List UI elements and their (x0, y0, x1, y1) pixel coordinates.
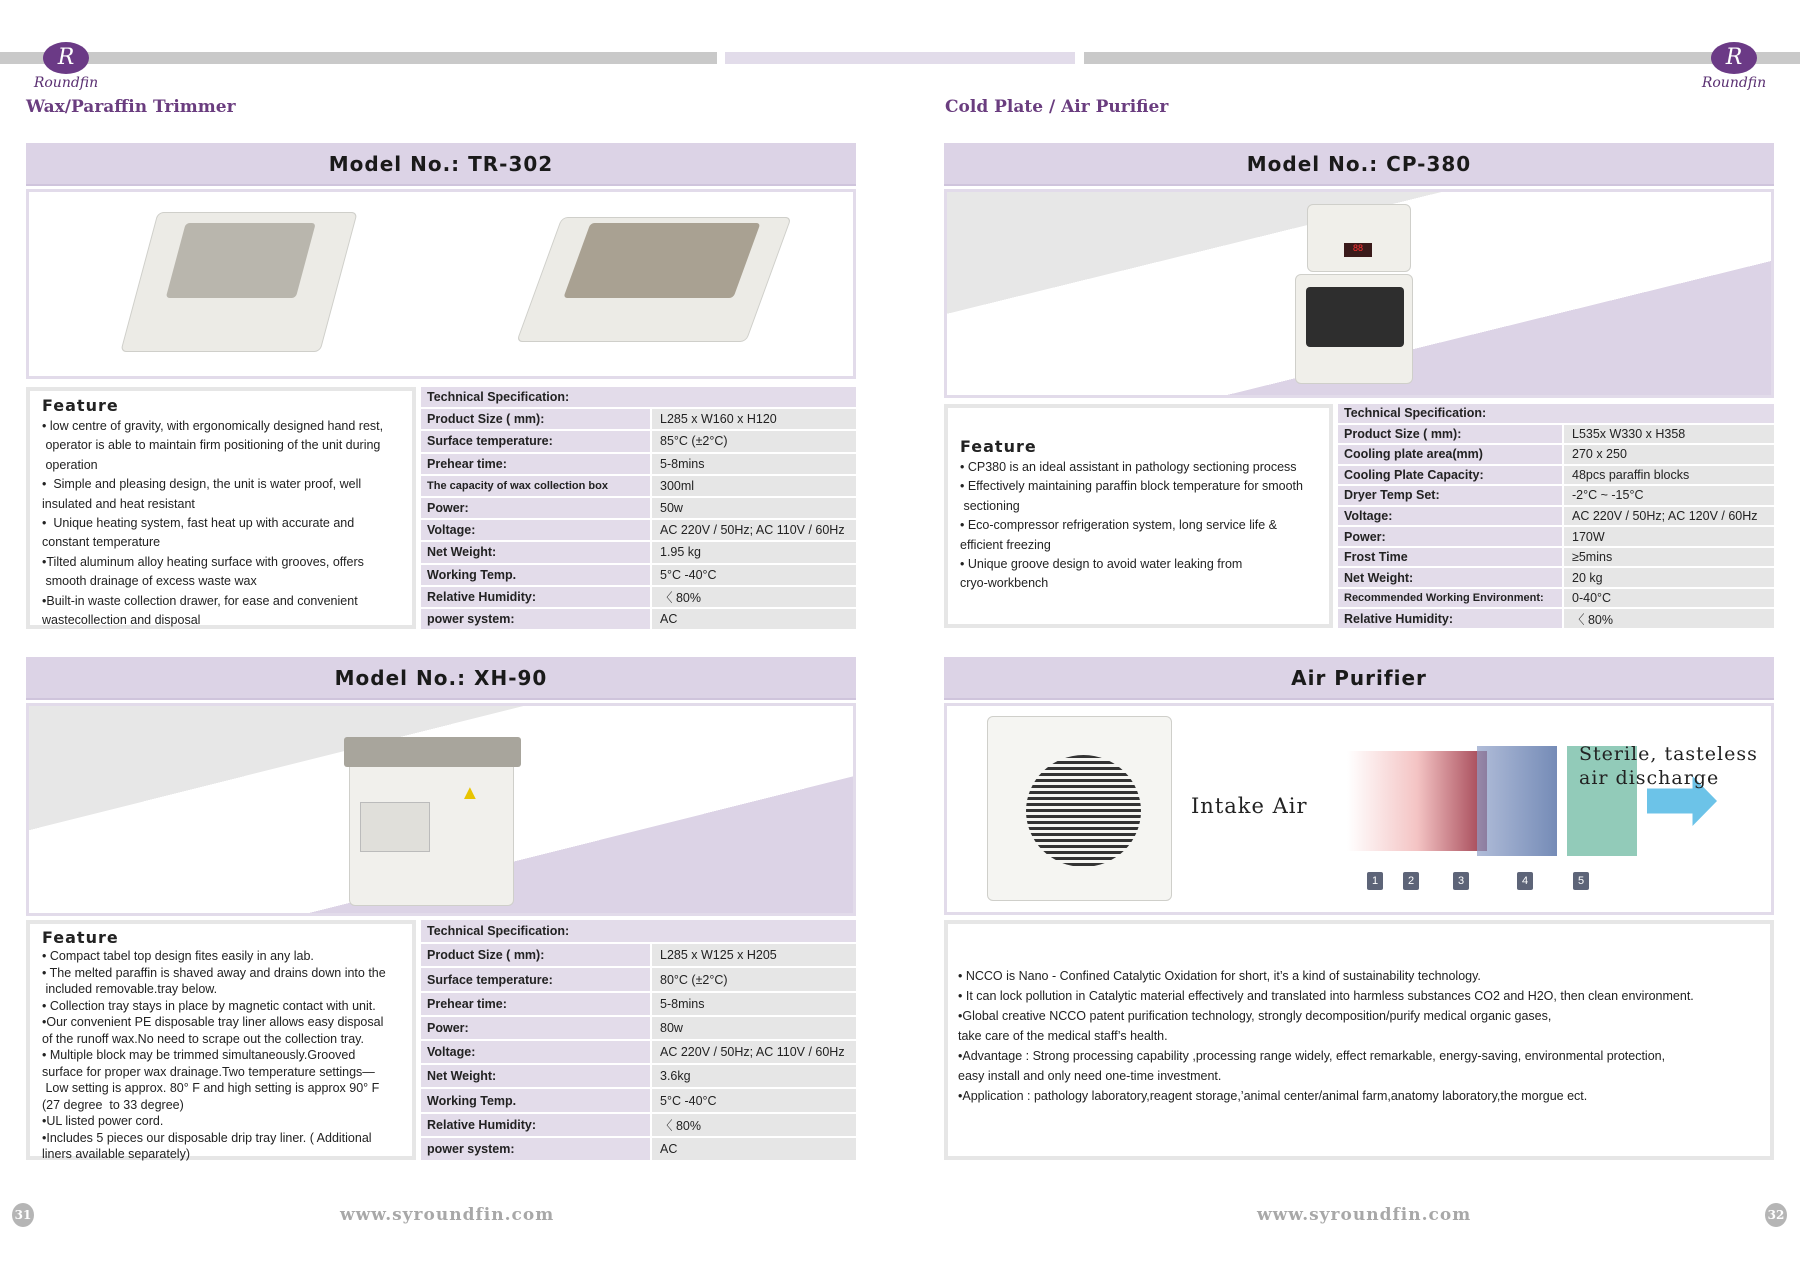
feature-line: of the runoff wax.No need to scrape out the collection tray. (42, 1031, 364, 1046)
section-title-left: Wax/Paraffin Trimmer (26, 97, 236, 117)
spec-value: AC 220V / 50Hz; AC 120V / 60Hz (1564, 507, 1774, 526)
spec-label: Voltage: (1338, 507, 1562, 526)
spec-value: 80w (652, 1017, 856, 1039)
spec-value: AC (652, 1138, 856, 1160)
filter-steps (1367, 872, 1627, 892)
spec-value: AC (652, 609, 856, 629)
spec-value: 〈 80% (1564, 609, 1774, 628)
spec-value: 48pcs paraffin blocks (1564, 466, 1774, 485)
spec-row (421, 968, 856, 990)
logo-left (26, 42, 106, 91)
spec-label: Net Weight: (421, 1065, 650, 1087)
filter-diagram (1347, 751, 1487, 851)
feature-box-xh90 (26, 920, 416, 1160)
header-bar-left (0, 52, 717, 64)
feature-line: (27 degree to 33 degree) (42, 1097, 184, 1112)
product-image-tr302 (26, 189, 856, 379)
spec-row (421, 431, 856, 451)
feature-line: operator is able to maintain firm positioning of the unit during (42, 438, 381, 453)
spec-label: Surface temperature: (421, 431, 650, 451)
feature-line: take care of the medical staff’s health. (958, 1029, 1168, 1043)
feature-list (42, 417, 400, 630)
spec-label: Relative Humidity: (1338, 609, 1562, 628)
feature-line: constant temperature (42, 535, 161, 550)
page-number-left: 31 (12, 1203, 34, 1227)
logo-mark: R (43, 42, 89, 74)
feature-line: •UL listed power cord. (42, 1114, 164, 1128)
spec-value: 5-8mins (652, 993, 856, 1015)
spec-label: Relative Humidity: (421, 587, 650, 607)
spec-row (421, 542, 856, 562)
page-number-right: 32 (1765, 1203, 1787, 1227)
spec-value: AC 220V / 50Hz; AC 110V / 60Hz (652, 1041, 856, 1063)
feature-line: • It can lock pollution in Catalytic material effectively and translated into harmless substances CO2 and H2O, then clean environment. (958, 989, 1694, 1003)
spec-value: 5°C -40°C (652, 1089, 856, 1111)
spec-row (421, 520, 856, 540)
footer-url-left[interactable]: www.syroundfin.com (340, 1205, 555, 1225)
air-purifier-device-image (987, 716, 1172, 901)
feature-title: Feature (42, 396, 119, 415)
spec-value: 5-8mins (652, 454, 856, 474)
model-header-cp380: Model No.: CP-380 (944, 143, 1774, 186)
header-bar-center (725, 52, 1075, 64)
cold-plate-device-image (1307, 204, 1411, 272)
feature-box-cp380 (944, 404, 1333, 628)
spec-row (421, 993, 856, 1015)
feature-line: •Built-in waste collection drawer, for ease and convenient (42, 593, 358, 608)
spec-row (1338, 527, 1774, 546)
spec-row (1338, 589, 1774, 608)
cooling-plate (1306, 287, 1404, 347)
feature-line: surface for proper wax drainage.Two temperature settings— (42, 1064, 375, 1079)
spec-row (421, 609, 856, 629)
feature-line: liners available separately) (42, 1147, 190, 1161)
trimmer-device-image (516, 217, 791, 342)
heating-plate (344, 737, 521, 767)
spec-value: 270 x 250 (1564, 445, 1774, 464)
trimmer-device-image (349, 756, 514, 906)
product-image-cp380 (944, 189, 1774, 398)
feature-line: •Application : pathology laboratory,reagent storage,’animal center/animal farm,anatomy laboratory,the morgue ect. (958, 1089, 1588, 1103)
filter-step-badge: 4 (1517, 872, 1533, 890)
spec-label: Voltage: (421, 520, 650, 540)
filter-step-badge: 3 (1453, 872, 1469, 890)
spec-value: 50w (652, 498, 856, 518)
spec-row (421, 1041, 856, 1063)
spec-table-tr302 (421, 387, 856, 629)
feature-line: •Tilted aluminum alloy heating surface with grooves, offers (42, 554, 364, 569)
feature-line: • Simple and pleasing design, the unit is water proof, well (42, 477, 362, 492)
spec-label: power system: (421, 1138, 650, 1160)
spec-value: 0-40°C (1564, 589, 1774, 608)
feature-line: operation (42, 457, 98, 472)
footer-url-right[interactable]: www.syroundfin.com (1257, 1205, 1472, 1225)
discharge-label (1579, 742, 1758, 790)
spec-row (1338, 568, 1774, 587)
spec-table-cp380 (1338, 404, 1774, 628)
spec-row (421, 454, 856, 474)
section-title-right: Cold Plate / Air Purifier (945, 97, 1169, 117)
feature-line: efficient freezing (960, 537, 1051, 552)
spec-label: Prehear time: (421, 993, 650, 1015)
spec-value: L285 x W160 x H120 (652, 409, 856, 429)
spec-row (421, 565, 856, 585)
spec-label: Product Size ( mm): (421, 409, 650, 429)
spec-value: 3.6kg (652, 1065, 856, 1087)
spec-header-row (421, 387, 856, 407)
spec-label: Product Size ( mm): (421, 944, 650, 966)
heating-plate (563, 223, 760, 298)
product-image-xh90 (26, 703, 856, 916)
warning-icon: ▲ (460, 782, 480, 804)
spec-row (1338, 507, 1774, 526)
header-bar-right (1084, 52, 1800, 64)
feature-line: sectioning (960, 498, 1020, 513)
spec-value: 170W (1564, 527, 1774, 546)
feature-line: Low setting is approx. 80° F and high setting is approx 90° F (42, 1081, 380, 1095)
logo-name: Roundfin (33, 75, 99, 91)
spec-title: Technical Specification: (421, 387, 856, 407)
feature-line: • NCCO is Nano - Confined Catalytic Oxidation for short, it’s a kind of sustainability technology. (958, 969, 1481, 983)
feature-line: • Collection tray stays in place by magnetic contact with unit. (42, 998, 376, 1013)
spec-value: -2°C ~ -15°C (1564, 486, 1774, 505)
spec-value: 85°C (±2°C) (652, 431, 856, 451)
logo-right (1694, 42, 1774, 91)
filter-step-badge: 5 (1573, 872, 1589, 890)
spec-label: The capacity of wax collection box (421, 476, 650, 496)
spec-row (1338, 445, 1774, 464)
spec-label: Product Size ( mm): (1338, 425, 1562, 444)
display-panel: 88 (1344, 243, 1372, 257)
spec-label: Power: (1338, 527, 1562, 546)
spec-row (421, 1017, 856, 1039)
feature-title: Feature (42, 928, 119, 947)
spec-row (1338, 609, 1774, 628)
feature-list (42, 948, 400, 1163)
discharge-label-line: Sterile, tasteless (1579, 743, 1758, 765)
fan-grille (1026, 755, 1141, 867)
description-list (958, 966, 1760, 1106)
spec-row (421, 587, 856, 607)
spec-label: Cooling Plate Capacity: (1338, 466, 1562, 485)
spec-row (1338, 548, 1774, 567)
spec-label: Working Temp. (421, 1089, 650, 1111)
spec-title: Technical Specification: (1338, 404, 1774, 423)
spec-row (421, 1138, 856, 1160)
spec-header-row (1338, 404, 1774, 423)
intake-air-label: Intake Air (1191, 794, 1308, 818)
discharge-label-line: air discharge (1579, 767, 1720, 789)
logo-name: Roundfin (1701, 75, 1767, 91)
model-header-xh90: Model No.: XH-90 (26, 657, 856, 700)
spec-value: L285 x W125 x H205 (652, 944, 856, 966)
spec-row (1338, 466, 1774, 485)
spec-value: 300ml (652, 476, 856, 496)
feature-line: •Our convenient PE disposable tray liner allows easy disposal (42, 1015, 384, 1029)
cold-plate-base (1295, 274, 1413, 384)
spec-row (421, 476, 856, 496)
spec-value: 〈 80% (652, 1114, 856, 1136)
spec-value: ≥5mins (1564, 548, 1774, 567)
feature-box-tr302 (26, 387, 416, 629)
feature-line: •Includes 5 pieces our disposable drip tray liner. ( Additional (42, 1130, 372, 1145)
spec-header-row (421, 920, 856, 942)
spec-value: 20 kg (1564, 568, 1774, 587)
feature-line: • Unique groove design to avoid water leaking from (960, 557, 1243, 572)
spec-value: AC 220V / 50Hz; AC 110V / 60Hz (652, 520, 856, 540)
feature-line: • Effectively maintaining paraffin block temperature for smooth (960, 479, 1303, 494)
filter-diagram (1477, 746, 1557, 856)
heating-plate (166, 223, 316, 298)
model-header-tr302: Model No.: TR-302 (26, 143, 856, 186)
display-panel (360, 802, 430, 852)
feature-line: included removable.tray below. (42, 982, 218, 996)
spec-label: Working Temp. (421, 565, 650, 585)
spec-label: Prehear time: (421, 454, 650, 474)
feature-line: easy install and only need one-time investment. (958, 1069, 1222, 1083)
feature-line: • low centre of gravity, with ergonomically designed hand rest, (42, 419, 384, 433)
spec-label: Recommended Working Environment: (1338, 589, 1562, 608)
spec-label: Net Weight: (1338, 568, 1562, 587)
spec-label: power system: (421, 609, 650, 629)
spec-row (1338, 425, 1774, 444)
filter-step-badge: 2 (1403, 872, 1419, 890)
spec-row (421, 498, 856, 518)
air-purifier-description (944, 920, 1774, 1160)
spec-value: 1.95 kg (652, 542, 856, 562)
feature-line: cryo-workbench (960, 576, 1049, 591)
filter-step-badge: 1 (1367, 872, 1383, 890)
spec-label: Voltage: (421, 1041, 650, 1063)
model-header-air-purifier: Air Purifier (944, 657, 1774, 700)
spec-label: Cooling plate area(mm) (1338, 445, 1562, 464)
spec-row (421, 944, 856, 966)
spec-label: Power: (421, 1017, 650, 1039)
air-purifier-image (944, 703, 1774, 915)
spec-value: 5°C -40°C (652, 565, 856, 585)
spec-value: 〈 80% (652, 587, 856, 607)
feature-line: • Multiple block may be trimmed simultaneously.Grooved (42, 1048, 356, 1062)
spec-label: Frost Time (1338, 548, 1562, 567)
spec-table-xh90 (421, 920, 856, 1160)
feature-line: • The melted paraffin is shaved away and drains down into the (42, 965, 386, 980)
spec-row (421, 1065, 856, 1087)
spec-label: Surface temperature: (421, 968, 650, 990)
spec-value: 80°C (±2°C) (652, 968, 856, 990)
feature-line: • CP380 is an ideal assistant in pathology sectioning process (960, 460, 1297, 474)
spec-value: L535x W330 x H358 (1564, 425, 1774, 444)
spec-row (421, 1114, 856, 1136)
logo-mark: R (1711, 42, 1757, 74)
feature-line: •Advantage : Strong processing capability ,processing range widely, effect remarkable, energy-saving, environmental protection, (958, 1049, 1666, 1063)
spec-label: Power: (421, 498, 650, 518)
feature-line: smooth drainage of excess waste wax (42, 574, 257, 589)
spec-row (421, 1089, 856, 1111)
trimmer-device-image (120, 212, 358, 352)
feature-line: • Unique heating system, fast heat up with accurate and (42, 516, 355, 531)
spec-label: Dryer Temp Set: (1338, 486, 1562, 505)
spec-row (1338, 486, 1774, 505)
feature-line: •Global creative NCCO patent purification technology, strongly decomposition/purify medical organic gases, (958, 1009, 1552, 1023)
feature-line: • Eco-compressor refrigeration system, long service life & (960, 518, 1277, 533)
feature-line: insulated and heat resistant (42, 496, 195, 511)
feature-title: Feature (960, 437, 1037, 456)
spec-label: Net Weight: (421, 542, 650, 562)
spec-title: Technical Specification: (421, 920, 856, 942)
feature-list (960, 458, 1317, 594)
feature-line: wastecollection and disposal (42, 613, 201, 628)
feature-line: • Compact tabel top design fites easily in any lab. (42, 949, 314, 963)
spec-row (421, 409, 856, 429)
spec-label: Relative Humidity: (421, 1114, 650, 1136)
